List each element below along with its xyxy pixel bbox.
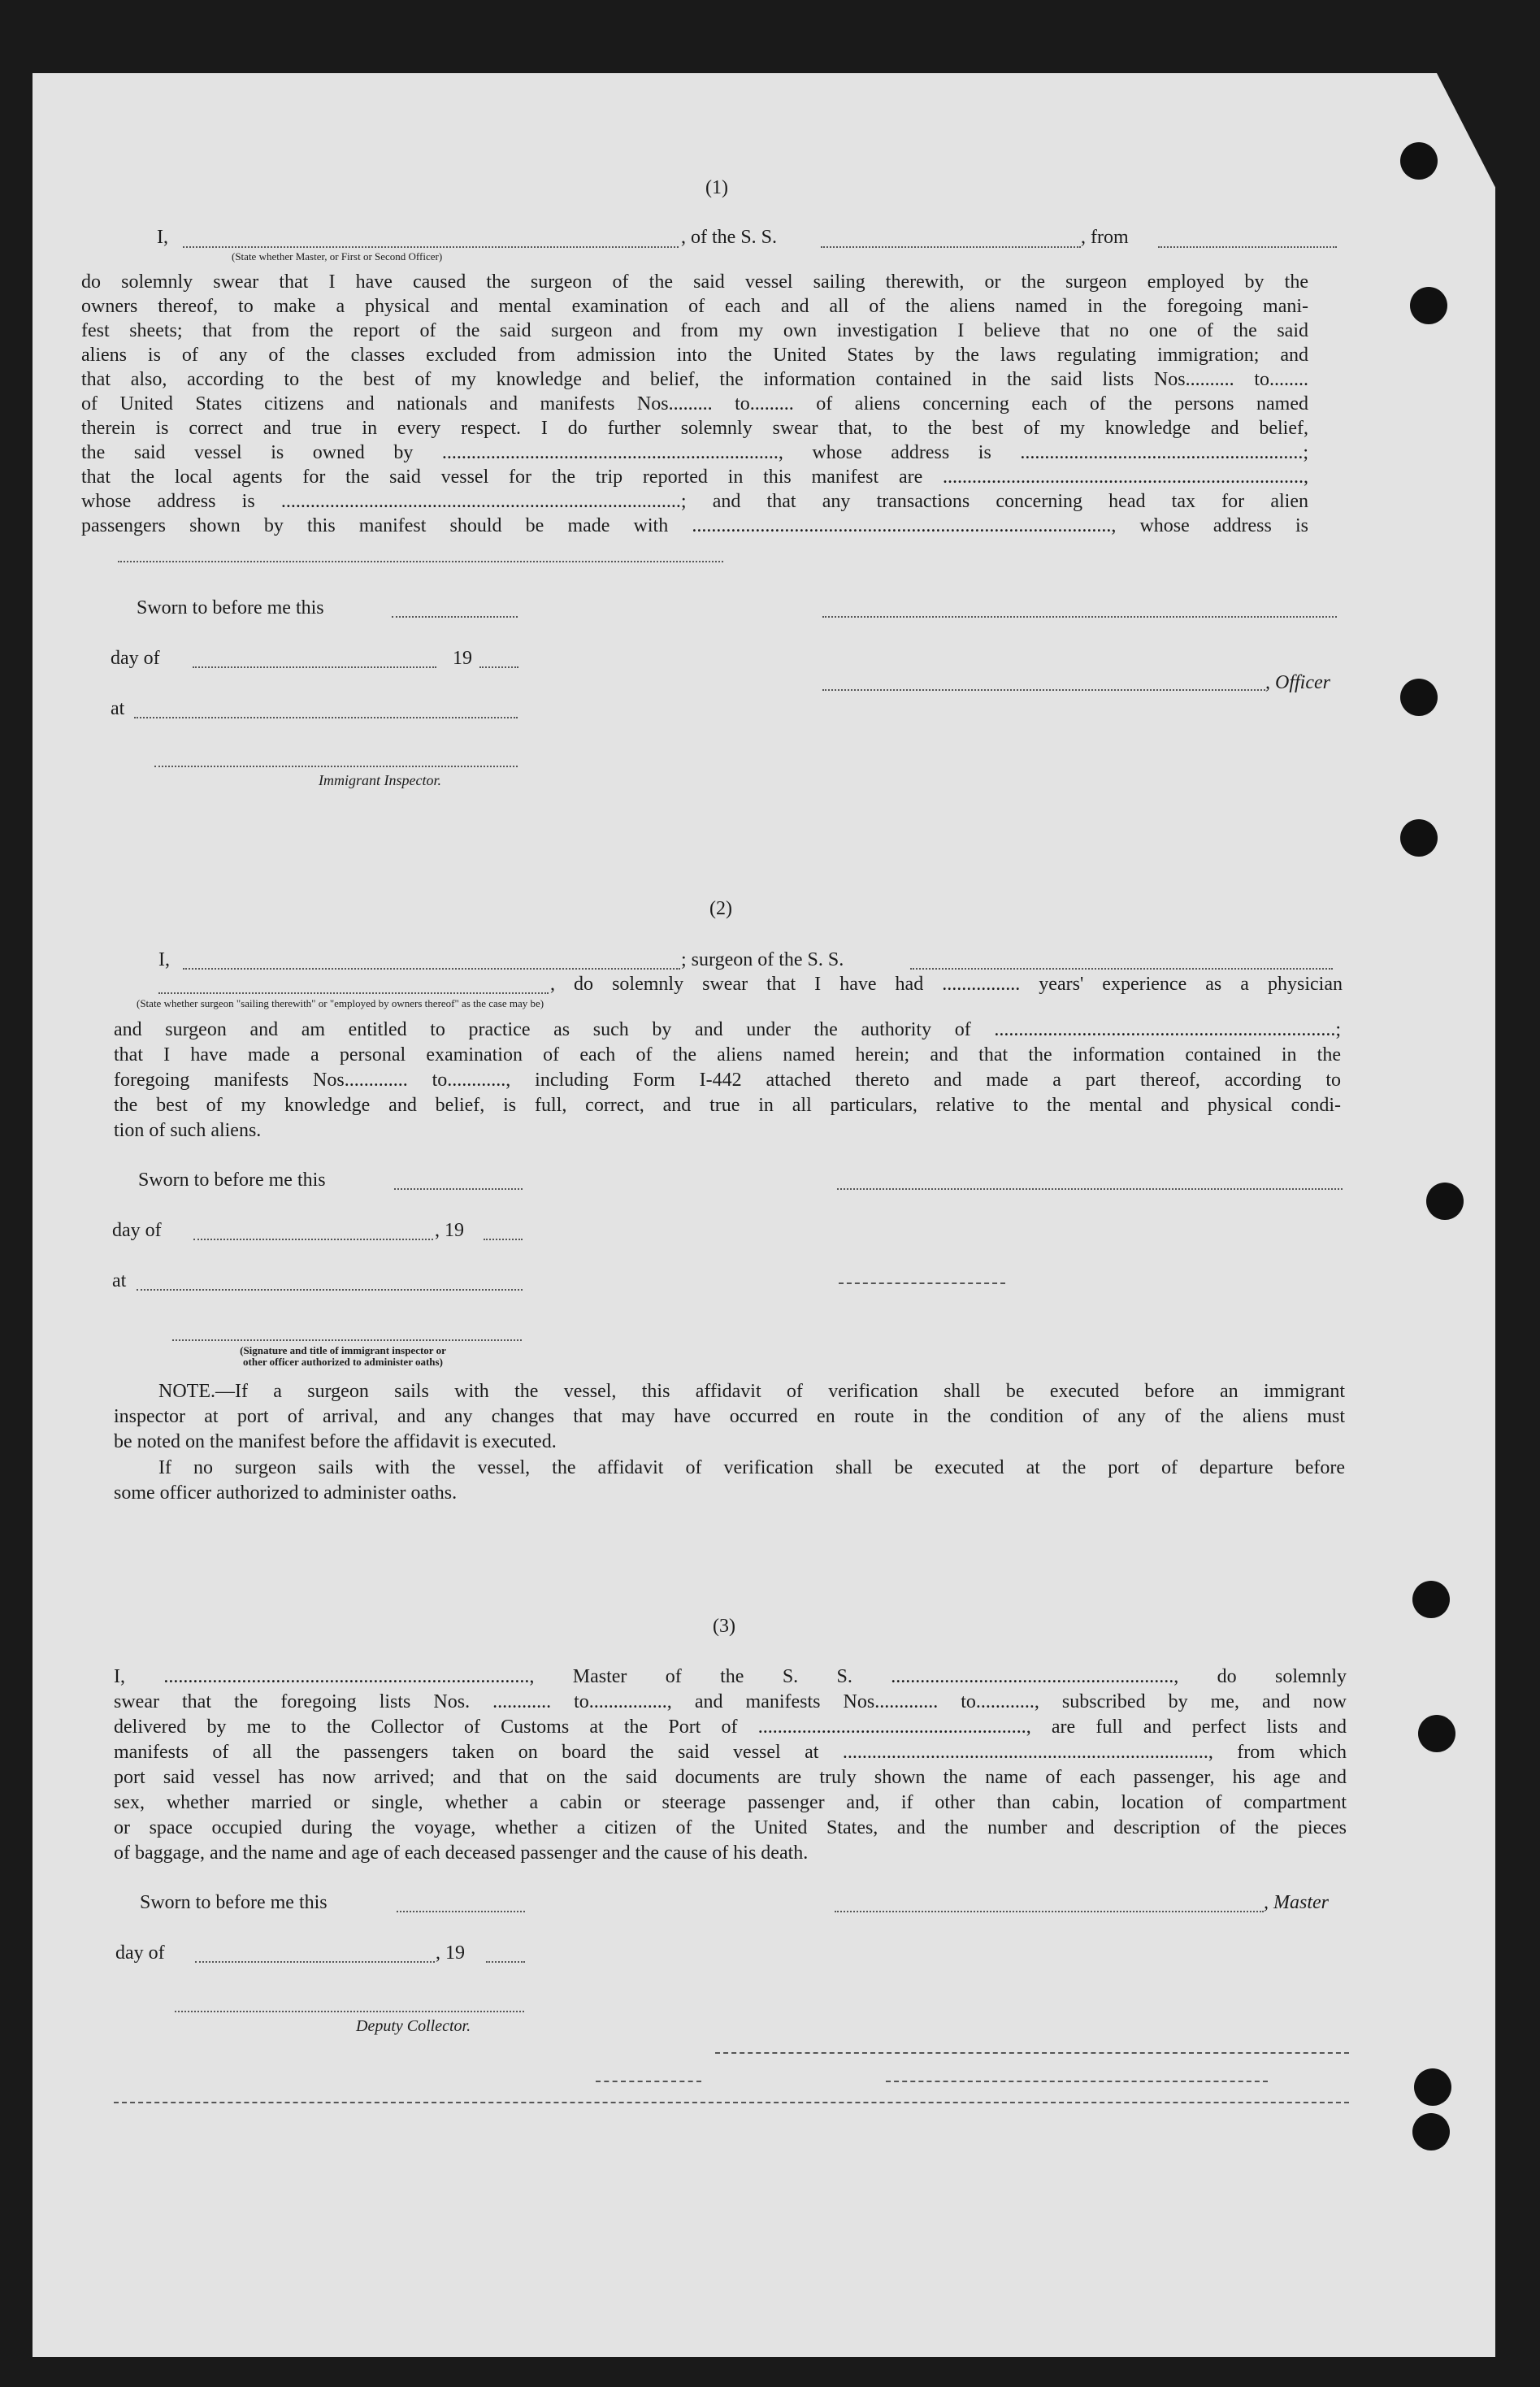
surgeon-line: that I have made a personal examination of each of the aliens named herein; and that the information contained in the bbox=[114, 1044, 1341, 1065]
surgeon-line: and surgeon and am entitled to practice as such by and under the authority of ......................................................................; bbox=[114, 1019, 1341, 1040]
punch-hole bbox=[1400, 679, 1438, 716]
surgeon-of-ss-label: ; surgeon of the S. S. bbox=[681, 949, 844, 970]
sworn-field[interactable] bbox=[392, 616, 518, 618]
surgeon-vessel-field[interactable] bbox=[910, 968, 1333, 970]
master-line: port said vessel has now arrived; and that on the said documents are truly shown the name of each passenger, his age and bbox=[114, 1767, 1347, 1788]
oath-line: do solemnly swear that I have caused the surgeon of the said vessel sailing therewith, or the surgeon employed by the bbox=[81, 271, 1308, 293]
sworn-label: Sworn to before me this bbox=[137, 597, 324, 618]
surgeon-last-line: tion of such aliens. bbox=[114, 1120, 262, 1141]
sworn-field[interactable] bbox=[394, 1188, 523, 1190]
surgeon-swear-line: , do solemnly swear that I have had ................ years' experience as a physician bbox=[550, 974, 1343, 995]
section-number: (1) bbox=[705, 177, 728, 198]
at-field[interactable] bbox=[137, 1289, 523, 1291]
year-label: , 19 bbox=[435, 1220, 464, 1241]
punch-hole bbox=[1410, 287, 1447, 324]
day-of-label: day of bbox=[115, 1942, 165, 1964]
day-field[interactable] bbox=[195, 1961, 435, 1963]
whose-address-field[interactable] bbox=[118, 561, 723, 562]
surgeon-type-field[interactable] bbox=[158, 992, 549, 994]
at-label: at bbox=[112, 1270, 127, 1291]
year-label: , 19 bbox=[436, 1942, 465, 1964]
inspector-signature-field[interactable] bbox=[172, 1339, 522, 1341]
inspector-signature-field[interactable] bbox=[154, 766, 518, 767]
master-label: , Master bbox=[1264, 1892, 1329, 1913]
punch-hole bbox=[1400, 819, 1438, 857]
year-label: 19 bbox=[453, 648, 472, 669]
punch-hole bbox=[1412, 2113, 1450, 2150]
sworn-label: Sworn to before me this bbox=[140, 1892, 328, 1913]
oath-line: passengers shown by this manifest should be made with ......................................................................................, whose address is bbox=[81, 515, 1308, 536]
sworn-field[interactable] bbox=[397, 1911, 525, 1912]
master-line: I, ..........................................................................., Master of the S. S. .........................................................., do solemnly bbox=[114, 1666, 1347, 1687]
oath-line: fest sheets; that from the report of the said surgeon and from my own investigation I believe that no one of the said bbox=[81, 320, 1308, 341]
section-number: (3) bbox=[713, 1616, 735, 1637]
officer-signature-field[interactable] bbox=[822, 689, 1265, 691]
note-line: inspector at port of arrival, and any changes that may have occurred en route in the condition of any of the aliens must bbox=[114, 1406, 1345, 1427]
oath-line: owners thereof, to make a physical and mental examination of each and all of the aliens named in the foregoing mani- bbox=[81, 296, 1308, 317]
punch-hole bbox=[1400, 142, 1438, 180]
day-of-label: day of bbox=[111, 648, 160, 669]
note-line: NOTE.—If a surgeon sails with the vessel, this affidavit of verification shall be executed before an immigrant bbox=[158, 1381, 1345, 1402]
punch-hole bbox=[1412, 1581, 1450, 1618]
officer-name-field[interactable] bbox=[183, 246, 679, 248]
at-field[interactable] bbox=[134, 717, 518, 718]
punch-hole bbox=[1418, 1715, 1455, 1752]
oath-line: that also, according to the best of my knowledge and belief, the information contained in the said lists Nos.......... to........ bbox=[81, 369, 1308, 390]
oath-line: of United States citizens and nationals and manifests Nos......... to......... of aliens concerning each of the persons named bbox=[81, 393, 1308, 414]
master-last-line: of baggage, and the name and age of each deceased passenger and the cause of his death. bbox=[114, 1842, 809, 1864]
master-line: sex, whether married or single, whether a cabin or steerage passenger and, if other than cabin, location of compartment bbox=[114, 1792, 1347, 1813]
section-number: (2) bbox=[709, 898, 732, 919]
signature-field[interactable] bbox=[822, 616, 1337, 618]
oath-i: I, bbox=[157, 227, 168, 248]
oath-line: whose address is ..................................................................................; and that any transactions concerning head tax for alien bbox=[81, 491, 1308, 512]
at-label: at bbox=[111, 698, 125, 719]
stamp-line bbox=[886, 2081, 1268, 2082]
deputy-signature-field[interactable] bbox=[175, 2011, 524, 2012]
deputy-label: Deputy Collector. bbox=[356, 2017, 471, 2035]
oath-line: the said vessel is owned by ....................................................................., whose address is ..........................................................; bbox=[81, 442, 1308, 463]
note2-line: If no surgeon sails with the vessel, the affidavit of verification shall be executed at the port of departure before bbox=[158, 1457, 1345, 1478]
signature-caption: other officer authorized to administer oaths) bbox=[243, 1356, 443, 1368]
from-label: , from bbox=[1081, 227, 1129, 248]
master-line: swear that the foregoing lists Nos. ............ to................, and manifests Nos............. to............, subscribed by me, and now bbox=[114, 1691, 1347, 1712]
surgeon-name-field[interactable] bbox=[183, 968, 680, 970]
surgeon-signature-field[interactable] bbox=[837, 1188, 1343, 1190]
title-field[interactable] bbox=[839, 1282, 1005, 1284]
day-field[interactable] bbox=[193, 1239, 433, 1240]
stamp-line bbox=[715, 2052, 1349, 2054]
signature-caption: (Signature and title of immigrant inspector or bbox=[240, 1344, 446, 1356]
master-signature-field[interactable] bbox=[835, 1911, 1264, 1912]
surgeon-line: the best of my knowledge and belief, is full, correct, and true in all particulars, relative to the mental and physical condi- bbox=[114, 1095, 1341, 1116]
officer-caption: (State whether Master, or First or Second Officer) bbox=[232, 250, 443, 263]
master-line: delivered by me to the Collector of Customs at the Port of ......................................................., are full and perfect lists and bbox=[114, 1716, 1347, 1738]
note-line: be noted on the manifest before the affidavit is executed. bbox=[114, 1431, 557, 1452]
of-ss-label: , of the S. S. bbox=[681, 227, 778, 248]
year-field[interactable] bbox=[479, 666, 518, 668]
master-line: manifests of all the passengers taken on board the said vessel at ..........................................................................., from which bbox=[114, 1742, 1347, 1763]
note2-line: some officer authorized to administer oaths. bbox=[114, 1482, 458, 1504]
master-line: or space occupied during the voyage, whether a citizen of the United States, and the number and description of the pieces bbox=[114, 1817, 1347, 1838]
punch-hole bbox=[1414, 2068, 1451, 2106]
vessel-name-field[interactable] bbox=[821, 246, 1081, 248]
year-field[interactable] bbox=[484, 1239, 523, 1240]
oath-line: aliens is of any of the classes excluded from admission into the United States by the laws regulating immigration; and bbox=[81, 345, 1308, 366]
inspector-label: Immigrant Inspector. bbox=[319, 772, 441, 788]
from-port-field[interactable] bbox=[1158, 246, 1337, 248]
oath-line: that the local agents for the said vessel for the trip reported in this manifest are .........................................................................., bbox=[81, 467, 1308, 488]
bottom-divider bbox=[114, 2102, 1349, 2103]
surgeon-i: I, bbox=[158, 949, 170, 970]
surgeon-line: foregoing manifests Nos............. to............, including Form I-442 attached thereto and made a part thereof, according to bbox=[114, 1070, 1341, 1091]
day-of-label: day of bbox=[112, 1220, 162, 1241]
surgeon-caption: (State whether surgeon "sailing therewith" or "employed by owners thereof" as the case may be) bbox=[137, 997, 544, 1009]
year-field[interactable] bbox=[486, 1961, 525, 1963]
sworn-label: Sworn to before me this bbox=[138, 1170, 326, 1191]
officer-label: , Officer bbox=[1265, 672, 1330, 693]
punch-hole bbox=[1426, 1183, 1464, 1220]
oath-line: therein is correct and true in every respect. I do further solemnly swear that, to the best of my knowledge and belief, bbox=[81, 418, 1308, 439]
stamp-line bbox=[596, 2081, 701, 2082]
day-field[interactable] bbox=[193, 666, 436, 668]
